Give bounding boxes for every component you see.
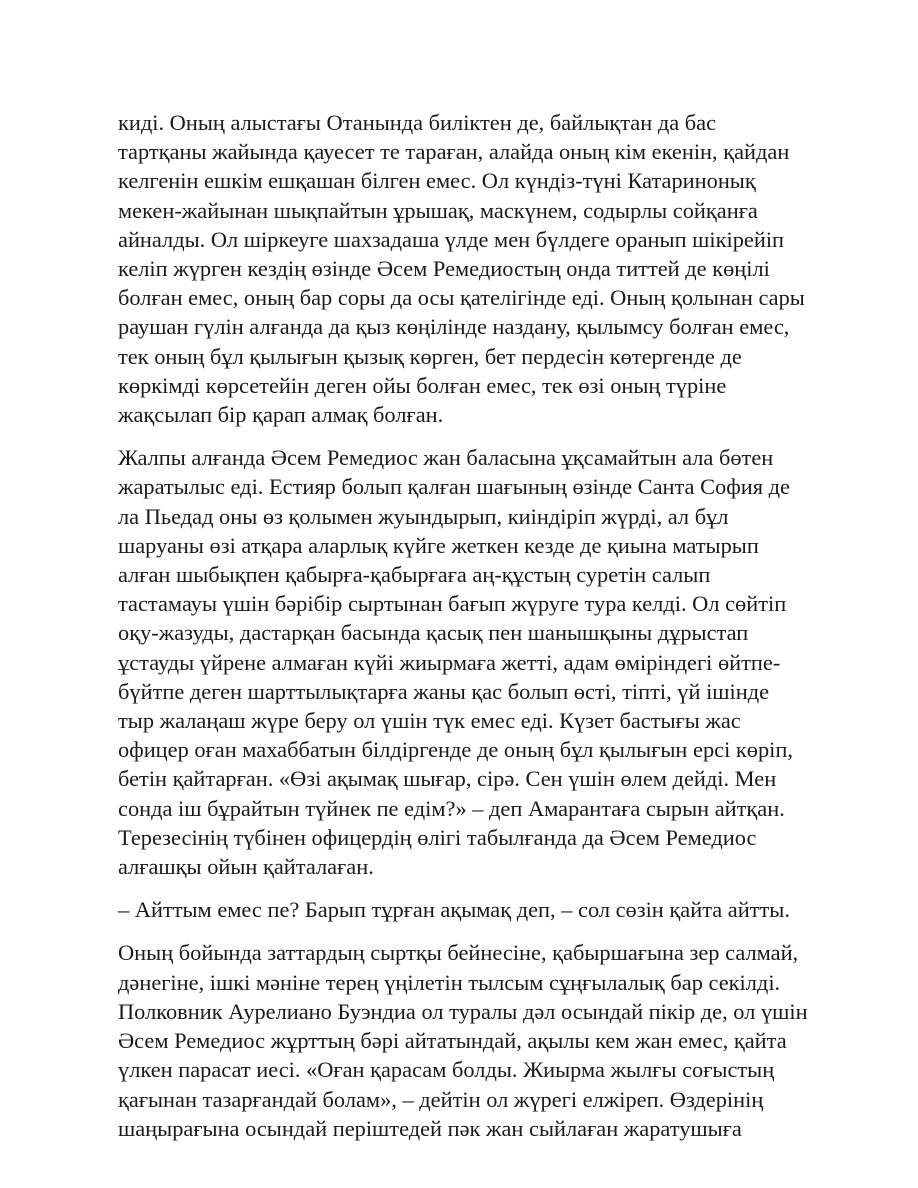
- text-line: ла Пьедад оны өз қолымен жуындырып, киіндіріп жүрді, ал бұл: [118, 503, 729, 529]
- text-line: раушан гүлін алғанда да қыз көңілінде наздану, қылымсу болған емес,: [118, 314, 790, 340]
- text-line: – Айттым емес пе? Барып тұрған ақымақ деп, – сол сөзін қайта айтты.: [118, 897, 790, 923]
- text-line: киді. Оның алыстағы Отанында биліктен де, байлықтан да бас: [118, 110, 717, 135]
- paragraph: [118, 895, 818, 924]
- text-line: Терезесінің түбінен офицердің өлігі табылғанда да Әсем Ремедиос: [118, 824, 757, 850]
- text-line: жақсылап бір қарап алмақ болған.: [118, 402, 444, 428]
- text-line: Полковник Аурелиано Буэндиа ол туралы дәл осындай пікір де, ол үшін: [118, 998, 808, 1024]
- text-line: Оның бойында заттардың сыртқы бейнесіне, қабыршағына зер салмай,: [118, 940, 799, 966]
- text-line: келіп жүрген кездің өзінде Әсем Ремедиостың онда титтей де көңілі: [118, 256, 770, 282]
- text-line: тартқаны жайында қауесет те тараған, алайда оның кім екенін, қайдан: [118, 139, 790, 165]
- text-line: бүйтпе деген шарттылықтарға жаны қас болып өсті, тіпті, үй ішінде: [118, 678, 770, 704]
- text-line: дәнегіне, ішкі мәніне терең үңілетін тылсым сұңғылалық бар секілді.: [118, 969, 781, 995]
- text-line: көркімді көрсетейін деген ойы болған емес, тек өзі оның түріне: [118, 372, 727, 398]
- text-line: шаңырағына осындай періштедей пәк жан сыйлаған жаратушыға: [118, 1115, 742, 1141]
- text-line: бетін қайтарған. «Өзі ақымақ шығар, сірә. Сен үшін өлем дейді. Мен: [118, 766, 777, 792]
- text-line: офицер оған махаббатын білдіргенде де оның бұл қылығын ерсі көріп,: [118, 737, 793, 763]
- text-line: ұстауды үйрене алмаған күйі жиырмаға жетті, адам өміріндегі өйтпе-: [118, 649, 781, 675]
- paragraph: [118, 938, 818, 1142]
- paragraph: [118, 108, 818, 429]
- text-line: жаратылыс еді. Естияр болып қалған шағының өзінде Санта София де: [118, 474, 790, 500]
- text-line: алғашқы ойын қайталаған.: [118, 854, 374, 880]
- text-line: шаруаны өзі атқара аларлық күйге жеткен кезде де қиына матырып: [118, 532, 759, 558]
- text-line: оқу-жазуды, дастарқан басында қасық пен шанышқыны дұрыстап: [118, 620, 749, 646]
- text-line: айналды. Ол шіркеуге шахзадаша үлде мен бүлдеге оранып шікірейіп: [118, 226, 785, 252]
- text-line: үлкен парасат иесі. «Оған қарасам болды. Жиырма жылғы соғыстың: [118, 1057, 775, 1083]
- text-line: тек оның бұл қылығын қызық көрген, бет пердесін көтергенде де: [118, 343, 742, 369]
- text-line: Әсем Ремедиос жұрттың бәрі айтатындай, ақылы кем жан емес, қайта: [118, 1028, 787, 1054]
- text-line: болған емес, оның бар соры да осы қателігінде еді. Оның қолынан сары: [118, 285, 805, 311]
- text-line: Жалпы алғанда Әсем Ремедиос жан баласына ұқсамайтын ала бөтен: [118, 445, 774, 471]
- text-line: мекен-жайынан шықпайтын ұрышақ, маскүнем, содырлы сойқанға: [118, 197, 758, 223]
- text-line: қағынан тазарғандай болам», – дейтін ол жүрегі елжіреп. Өздерінің: [118, 1086, 764, 1112]
- text-line: тыр жалаңаш жүре беру ол үшін түк емес еді. Күзет бастығы жас: [118, 708, 741, 734]
- text-line: келгенін ешкім ешқашан білген емес. Ол күндіз-түні Катаринонық: [118, 168, 756, 194]
- text-line: алған шыбықпен қабырға-қабырғаға аң-құстың суретін салып: [118, 562, 711, 588]
- paragraph: [118, 443, 818, 881]
- text-line: сонда іш бұрайтын түйнек пе едім?» – деп Амарантаға сырын айтқан.: [118, 795, 785, 821]
- text-line: тастамауы үшін бәрібір сыртынан бағып жүруге тура келді. Ол сөйтіп: [118, 591, 787, 617]
- text-body: [118, 108, 818, 1157]
